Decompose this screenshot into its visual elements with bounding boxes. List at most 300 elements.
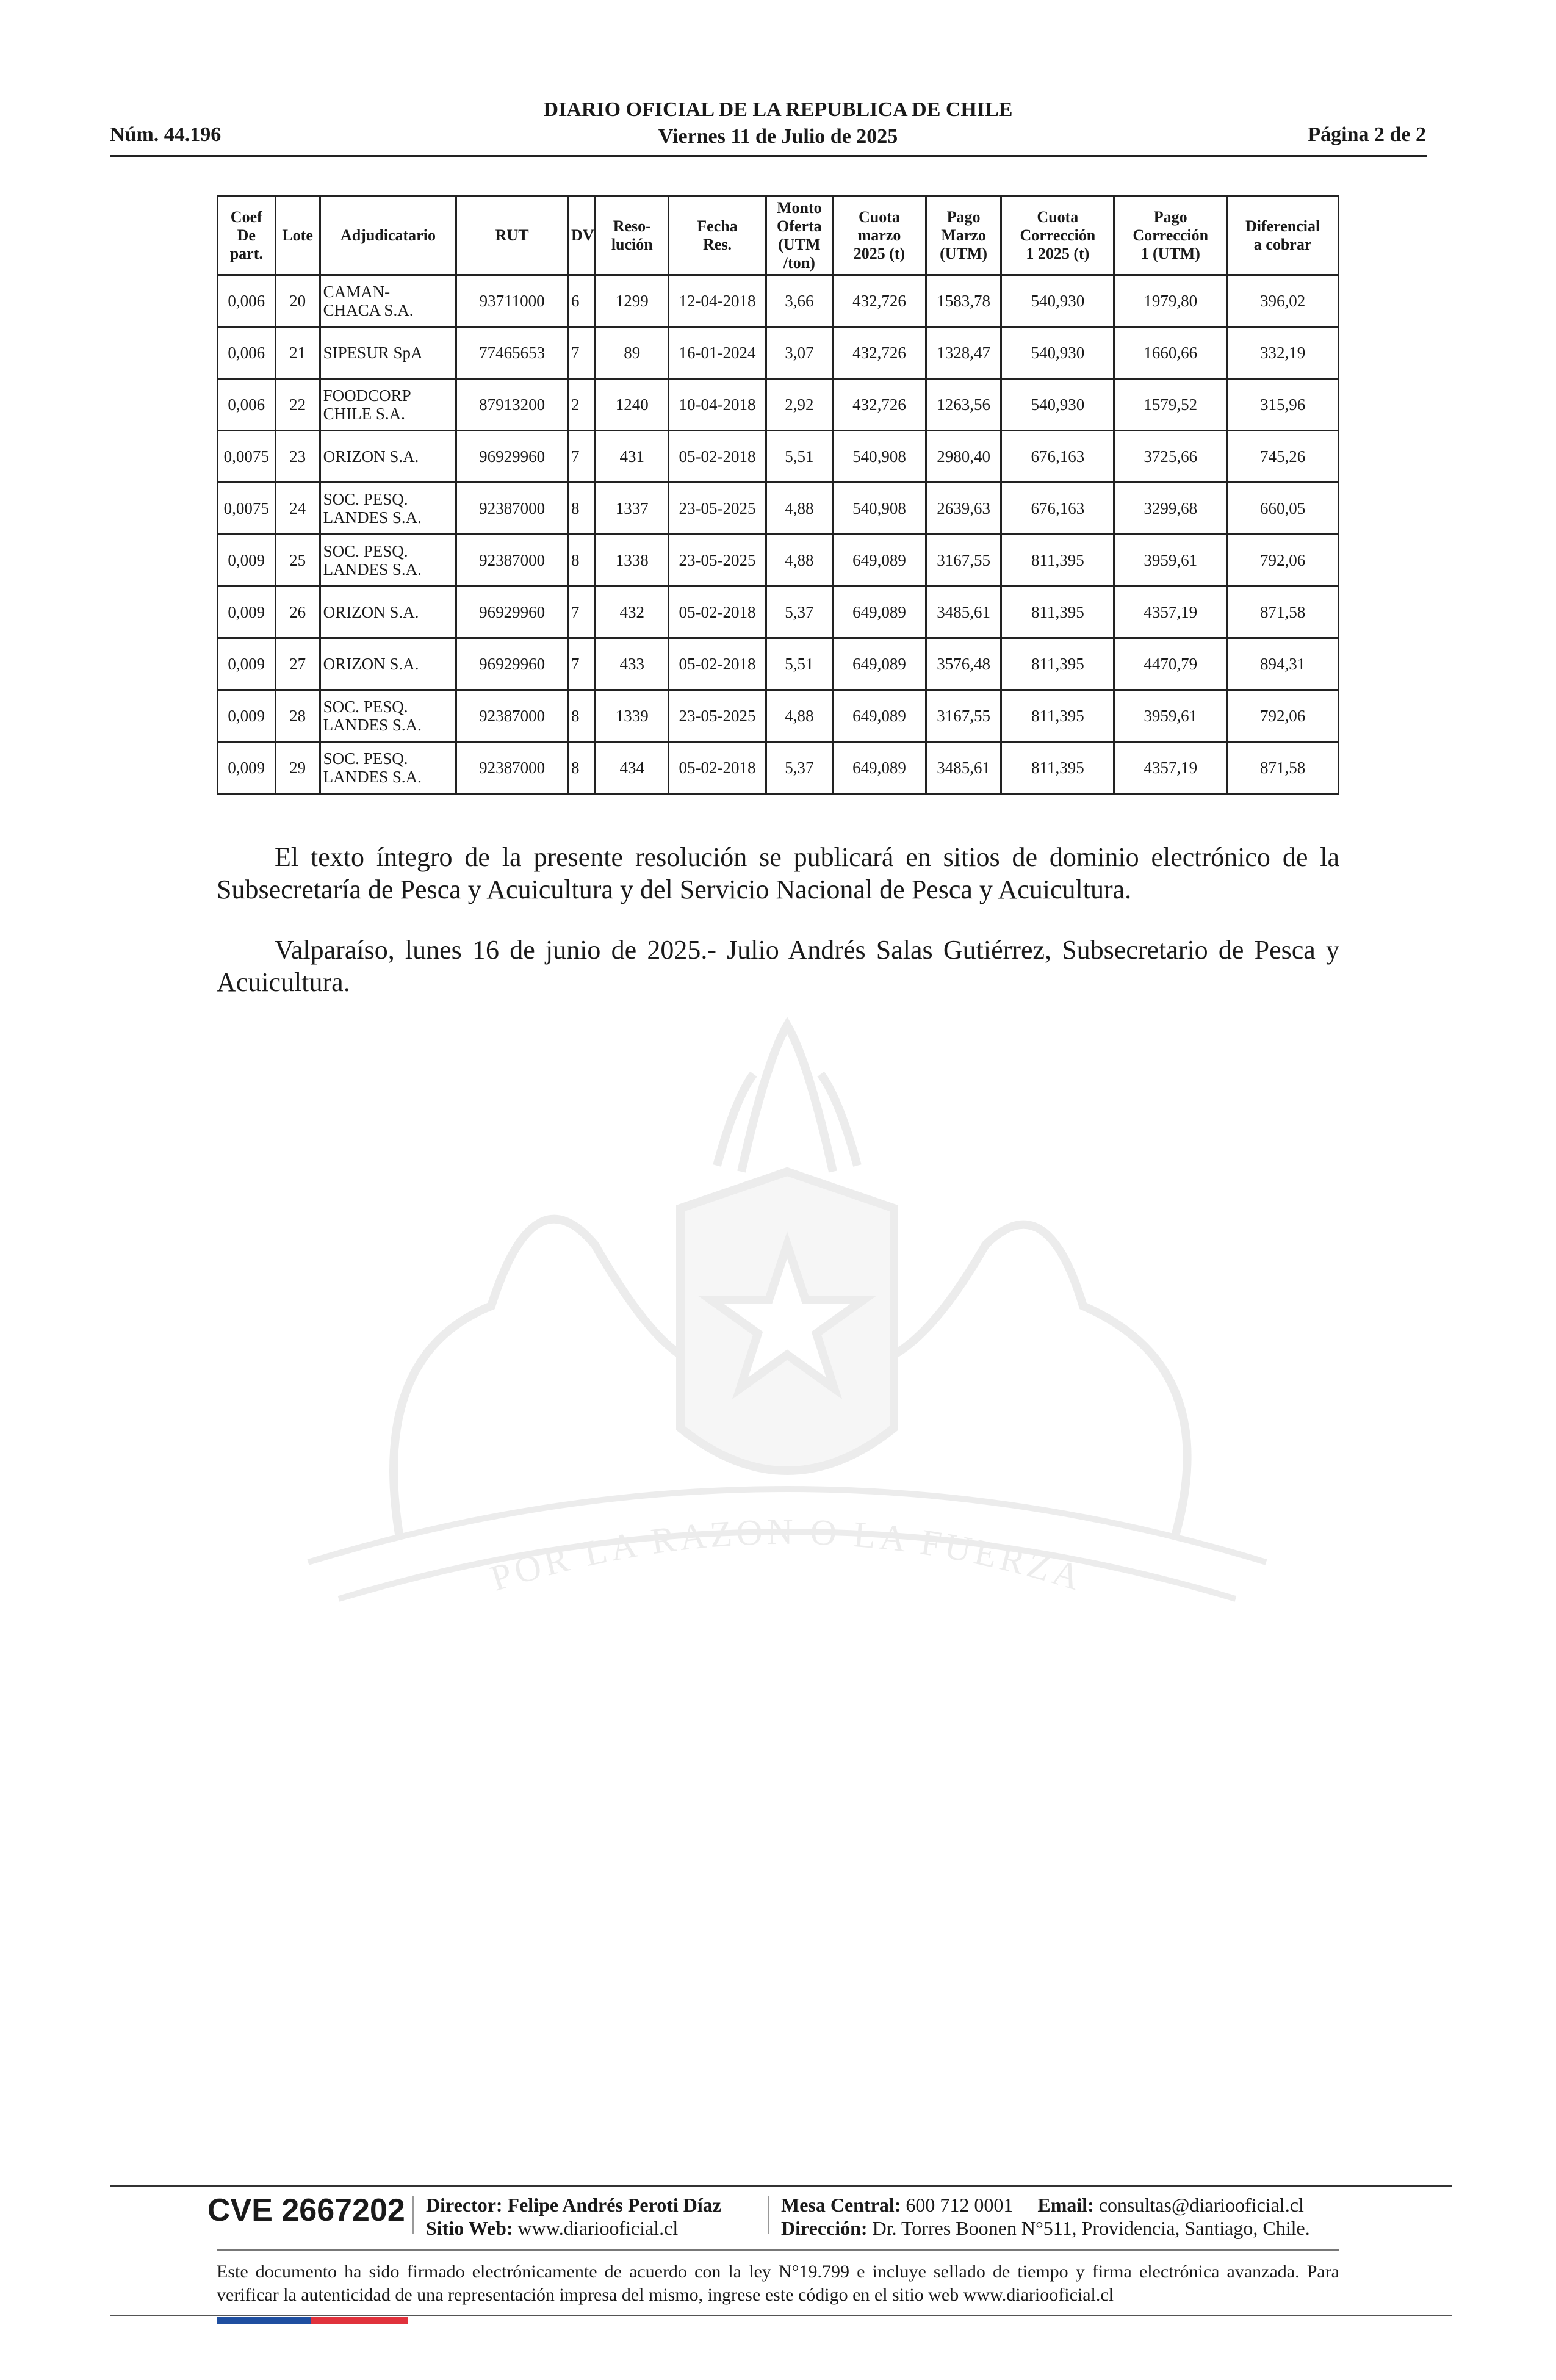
column-header: DV [567,197,595,275]
cell-text: 05-02-2018 [679,603,756,621]
cell-text: 0,0075 [223,499,269,517]
cell-text: 0,009 [228,603,265,621]
cell-text: LANDES S.A. [323,508,422,527]
column-header: Lote [275,197,320,275]
director-name: Felipe Andrés Peroti Díaz [507,2194,721,2216]
issue-number: Núm. 44.196 [110,123,222,146]
table-cell [456,742,568,794]
table-cell [275,535,320,586]
cell-text: 92387000 [479,759,546,777]
issue-date: Viernes 11 de Julio de 2025 [658,125,898,148]
cell-text: 4470,79 [1144,655,1198,673]
coat-of-arms-watermark-icon [217,989,1358,1672]
cell-text: 22 [289,395,306,414]
table-cell [833,742,926,794]
table-cell [275,690,320,742]
table-cell [1114,431,1227,483]
table-cell [596,690,669,742]
table-cell [669,742,766,794]
cell-text: 3959,61 [1144,551,1198,569]
table-row [218,742,1339,794]
table-cell [669,483,766,535]
cell-text: 433 [619,655,645,673]
cell-text: 2980,40 [937,447,990,466]
table-cell [1227,327,1339,379]
table-cell [766,379,833,431]
cell-text: 05-02-2018 [679,655,756,673]
table-cell [926,431,1001,483]
cell-text: 4357,19 [1144,603,1198,621]
cell-text: 3,07 [785,344,814,362]
table-cell [596,431,669,483]
table-cell [926,690,1001,742]
table-cell [669,535,766,586]
table-cell [596,742,669,794]
table-cell [567,586,595,638]
cell-text: 4,88 [785,499,814,517]
cell-text: 5,37 [785,759,814,777]
table-cell [833,275,926,327]
cell-text: 2 [571,395,580,414]
cell-text: 1338 [615,551,649,569]
cell-text: 87913200 [479,395,546,414]
cell-text: 0,009 [228,655,265,673]
table-row [218,275,1339,327]
cell-text: 811,395 [1031,551,1084,569]
cell-text: 8 [571,551,580,569]
table-cell [320,327,456,379]
cell-text: 1579,52 [1144,395,1198,414]
table-cell [1114,742,1227,794]
table-cell [926,483,1001,535]
table-cell [833,638,926,690]
cell-text: 649,089 [852,603,906,621]
table-cell [833,327,926,379]
email-link[interactable]: consultas@diariooficial.cl [1098,2194,1304,2216]
table-cell [320,586,456,638]
table-cell [766,275,833,327]
table-cell [1001,327,1114,379]
cell-text: 93711000 [479,292,545,310]
table-cell [567,327,595,379]
table-cell [275,586,320,638]
cell-text: 431 [619,447,645,466]
cell-text: 2,92 [785,395,814,414]
table-cell [766,638,833,690]
cell-text: 432 [619,603,645,621]
column-header: Adjudicatario [320,197,456,275]
cell-text: 811,395 [1031,759,1084,777]
table-cell [218,586,276,638]
header-divider [110,155,1427,157]
table-cell [926,638,1001,690]
cell-text: LANDES S.A. [323,768,422,786]
table-cell [320,535,456,586]
table-cell [218,535,276,586]
cell-text: 660,05 [1259,499,1306,517]
cell-text: 1299 [615,292,649,310]
table-cell [833,431,926,483]
table-cell [596,535,669,586]
website-label: Sitio Web: [426,2217,513,2239]
cell-text: 8 [571,707,580,725]
email-label: Email: [1037,2194,1094,2216]
cell-text: 7 [571,655,580,673]
cell-text: 792,06 [1259,551,1306,569]
cell-text: 10-04-2018 [679,395,756,414]
cell-text: 811,395 [1031,603,1084,621]
table-cell [456,275,568,327]
table-cell [275,483,320,535]
column-header: Cuota marzo 2025 (t) [833,197,926,275]
table-cell [669,586,766,638]
cell-text: 396,02 [1259,292,1306,310]
cell-text: 4,88 [785,707,814,725]
table-cell [1001,431,1114,483]
table-cell [766,483,833,535]
table-cell [669,638,766,690]
cell-text: ORIZON S.A. [323,655,419,673]
footer-separator [768,2196,769,2234]
cell-text: 7 [571,603,580,621]
cell-text: 871,58 [1259,759,1306,777]
cell-text: 96929960 [479,447,546,466]
publication-notice-paragraph: El texto íntegro de la presente resolución se publicará en sitios de dominio electrónico de la Subsecretaría de Pesca y Acuicultura y del Servicio Nacional de Pesca y Acuicultura. [217,842,1339,904]
cell-text: 0,009 [228,707,265,725]
cell-text: 649,089 [852,707,906,725]
table-cell [567,638,595,690]
table-cell [456,483,568,535]
table-cell [926,379,1001,431]
cell-text: 89 [624,344,641,362]
column-header: Fecha Res. [669,197,766,275]
table-cell [320,275,456,327]
cell-text: 3299,68 [1144,499,1198,517]
cve-code: CVE 2667202 [207,2193,405,2228]
table-cell [218,742,276,794]
table-cell [926,586,1001,638]
table-cell [1001,535,1114,586]
cell-text: 1328,47 [937,344,990,362]
table-cell [320,431,456,483]
cell-text: 0,009 [228,759,265,777]
table-cell [1114,638,1227,690]
table-cell [926,327,1001,379]
cell-text: 4357,19 [1144,759,1198,777]
cell-text: CHILE S.A. [323,405,405,423]
footer-separator [412,2196,414,2234]
cell-text: 4,88 [785,551,814,569]
table-cell [1227,431,1339,483]
table-cell [1227,535,1339,586]
cell-text: 21 [289,344,306,362]
table-cell [1114,327,1227,379]
cell-text: SOC. PESQ. [323,542,408,560]
cell-text: 23 [289,447,306,466]
table-cell [1227,690,1339,742]
column-header: Pago Corrección 1 (UTM) [1114,197,1227,275]
table-cell [833,483,926,535]
table-cell [320,690,456,742]
table-cell [766,690,833,742]
table-cell [596,327,669,379]
cell-text: 28 [289,707,306,725]
table-row [218,638,1339,690]
cell-text: 5,37 [785,603,814,621]
table-cell [1227,275,1339,327]
cell-text: 12-04-2018 [679,292,756,310]
table-cell [1001,742,1114,794]
cell-text: CAMAN- [323,283,391,301]
table-cell [567,379,595,431]
table-cell [1227,379,1339,431]
cell-text: 92387000 [479,499,546,517]
cell-text: 26 [289,603,306,621]
cell-text: 1583,78 [937,292,990,310]
table-cell [218,327,276,379]
cell-text: 1339 [615,707,649,725]
table-cell [567,742,595,794]
column-header: Diferencial a cobrar [1227,197,1339,275]
cell-text: 8 [571,759,580,777]
cell-text: 745,26 [1259,447,1306,466]
address-value: Dr. Torres Boonen N°511, Providencia, Santiago, Chile. [872,2217,1310,2239]
table-cell [218,638,276,690]
table-cell [1001,638,1114,690]
table-cell [1114,379,1227,431]
table-row [218,535,1339,586]
cell-text: 1263,56 [937,395,990,414]
cell-text: 92387000 [479,707,546,725]
column-header: Coef De part. [218,197,276,275]
column-header: Monto Oferta (UTM /ton) [766,197,833,275]
table-cell [567,431,595,483]
cell-text: 0,0075 [223,447,269,466]
table-cell [766,327,833,379]
table-cell [596,483,669,535]
table-cell [320,742,456,794]
cell-text: 811,395 [1031,655,1084,673]
footer-divider-top [110,2185,1452,2187]
svg-text:POR LA RAZON O LA FUERZA: POR LA RAZON O LA FUERZA [486,1511,1089,1599]
table-row [218,327,1339,379]
cell-text: LANDES S.A. [323,560,422,579]
cell-text: 16-01-2024 [679,344,756,362]
table-cell [1114,690,1227,742]
cell-text: 871,58 [1259,603,1306,621]
director-label: Director: [426,2194,503,2216]
cell-text: 432,726 [852,344,906,362]
cell-text: 540,930 [1031,292,1085,310]
table-cell [1227,483,1339,535]
cell-text: ORIZON S.A. [323,603,419,621]
table-cell [669,275,766,327]
cell-text: 540,908 [852,499,906,517]
cell-text: SOC. PESQ. [323,490,408,508]
table-cell [1227,742,1339,794]
cell-text: 649,089 [852,551,906,569]
table-cell [275,379,320,431]
cell-text: 6 [571,292,580,310]
cell-text: 3576,48 [937,655,990,673]
table-cell [766,535,833,586]
cell-text: 3167,55 [937,551,990,569]
cell-text: 3485,61 [937,759,990,777]
table-cell [1114,483,1227,535]
cell-text: 1240 [615,395,649,414]
legal-notice: Este documento ha sido firmado electrónicamente de acuerdo con la ley N°19.799 e incluye sellado de tiempo y firma electrónica avanzada. Para verificar la autenticidad de una representación impresa del mismo, ingrese este código en el sitio web www.diariooficial.cl [217,2262,1339,2305]
cell-text: 792,06 [1259,707,1306,725]
table-cell [833,535,926,586]
cell-text: 7 [571,447,580,466]
cell-text: 24 [289,499,306,517]
cell-text: 649,089 [852,759,906,777]
cell-text: LANDES S.A. [323,716,422,734]
table-cell [456,379,568,431]
table-cell [596,586,669,638]
page-indicator: Página 2 de 2 [1308,123,1426,146]
cell-text: 23-05-2025 [679,707,756,725]
cell-text: 3,66 [785,292,814,310]
cell-text: 540,930 [1031,395,1085,414]
cell-text: 649,089 [852,655,906,673]
table-cell [456,638,568,690]
table-cell [766,586,833,638]
table-cell [596,379,669,431]
table-cell [275,327,320,379]
table-cell [456,690,568,742]
table-header-row [218,197,1339,275]
table-row [218,379,1339,431]
table-body [218,275,1339,794]
table-cell [456,327,568,379]
cell-text: 96929960 [479,655,546,673]
table-cell [1001,690,1114,742]
signature-paragraph: Valparaíso, lunes 16 de junio de 2025.- Julio Andrés Salas Gutiérrez, Subsecretario de Pesca y Acuicultura. [217,935,1339,997]
table-cell [456,586,568,638]
cell-text: 05-02-2018 [679,447,756,466]
cell-text: 676,163 [1031,447,1085,466]
table-cell [567,483,595,535]
cell-text: CHACA S.A. [323,301,414,319]
table-cell [766,431,833,483]
cell-text: 2639,63 [937,499,990,517]
table-cell [926,742,1001,794]
table-cell [567,275,595,327]
cell-text: 811,395 [1031,707,1084,725]
table-cell [1001,275,1114,327]
table-row [218,586,1339,638]
column-header: RUT [456,197,568,275]
table-cell [596,638,669,690]
cell-text: FOODCORP [323,386,411,405]
table-cell [926,535,1001,586]
cell-text: 29 [289,759,306,777]
cell-text: 1337 [615,499,649,517]
cell-text: 3959,61 [1144,707,1198,725]
cell-text: 20 [289,292,306,310]
cell-text: 3485,61 [937,603,990,621]
cell-text: 5,51 [785,447,814,466]
table-cell [669,690,766,742]
table-row [218,483,1339,535]
table-cell [218,379,276,431]
table-cell [833,690,926,742]
cell-text: 77465653 [479,344,546,362]
cell-text: 0,006 [228,395,265,414]
flag-stripe-red [311,2317,408,2324]
table-cell [926,275,1001,327]
mesa-central-label: Mesa Central: [781,2194,901,2216]
table-cell [456,431,568,483]
cell-text: 1660,66 [1144,344,1198,362]
cell-text: 540,930 [1031,344,1085,362]
table-cell [275,742,320,794]
cell-text: 27 [289,655,306,673]
footer-divider-mid [217,2249,1339,2251]
table-cell [456,535,568,586]
website-link[interactable]: www.diariooficial.cl [517,2217,679,2239]
column-header: Reso- lución [596,197,669,275]
table-cell [766,742,833,794]
cell-text: 3167,55 [937,707,990,725]
cell-text: 7 [571,344,580,362]
adjudication-table [217,195,1339,795]
cell-text: SOC. PESQ. [323,698,408,716]
cell-text: 1979,80 [1144,292,1198,310]
cell-text: 23-05-2025 [679,551,756,569]
table-cell [275,431,320,483]
table-cell [1001,586,1114,638]
table-cell [669,327,766,379]
cell-text: 96929960 [479,603,546,621]
cell-text: 8 [571,499,580,517]
table-cell [218,690,276,742]
table-cell [320,379,456,431]
table-cell [1227,586,1339,638]
cell-text: 432,726 [852,395,906,414]
footer-divider-bottom [110,2315,1452,2316]
cell-text: 3725,66 [1144,447,1198,466]
cell-text: ORIZON S.A. [323,447,419,466]
cell-text: 23-05-2025 [679,499,756,517]
table-cell [833,586,926,638]
table-cell [833,379,926,431]
table-cell [1001,379,1114,431]
cell-text: 0,006 [228,344,265,362]
cell-text: 92387000 [479,551,546,569]
newspaper-title: DIARIO OFICIAL DE LA REPUBLICA DE CHILE [543,98,1013,121]
table-cell [275,638,320,690]
table-row [218,690,1339,742]
footer-contact-block [781,2193,1310,2240]
cell-text: 332,19 [1259,344,1306,362]
table-cell [596,275,669,327]
mesa-central-phone: 600 712 0001 [906,2194,1014,2216]
cell-text: 676,163 [1031,499,1085,517]
table-cell [567,535,595,586]
cell-text: SIPESUR SpA [323,344,423,362]
cell-text: 5,51 [785,655,814,673]
table-cell [218,275,276,327]
table-cell [320,483,456,535]
cell-text: SOC. PESQ. [323,749,408,768]
table-cell [1114,586,1227,638]
column-header: Pago Marzo (UTM) [926,197,1001,275]
table-cell [1114,275,1227,327]
table-cell [1114,535,1227,586]
table-cell [275,275,320,327]
